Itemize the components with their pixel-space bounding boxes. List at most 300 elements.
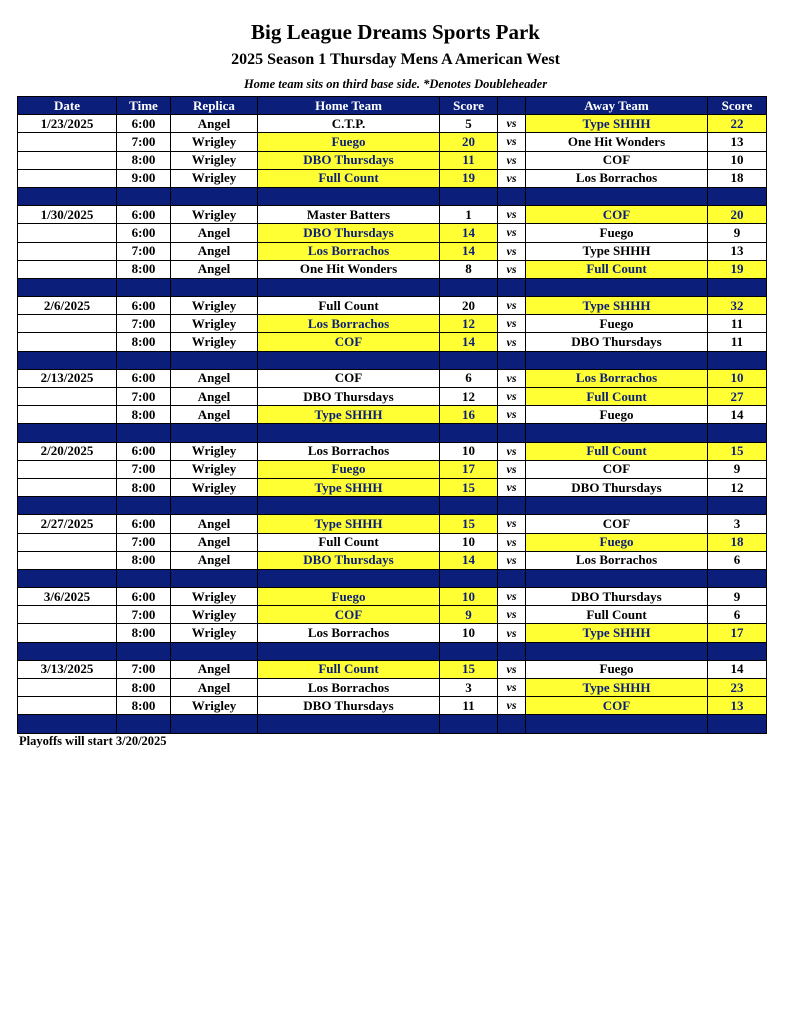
home-score: 10 [440,624,498,642]
separator-cell [708,715,767,733]
game-time: 9:00 [117,169,171,187]
away-score: 6 [708,551,767,569]
separator-cell [258,497,440,515]
game-row [18,551,767,569]
home-team: DBO Thursdays [258,697,440,715]
game-time: 8:00 [117,260,171,278]
home-team: COF [258,333,440,351]
game-row [18,260,767,278]
away-score: 15 [708,442,767,460]
game-field: Wrigley [171,151,258,169]
separator-cell [440,642,498,660]
separator-cell [18,497,117,515]
game-row [18,588,767,606]
home-score: 14 [440,333,498,351]
separator-cell [526,569,708,587]
separator-cell [708,569,767,587]
game-date [18,151,117,169]
game-field: Wrigley [171,624,258,642]
separator-cell [708,424,767,442]
schedule-subtitle: 2025 Season 1 Thursday Mens A American West [231,51,560,68]
game-row [18,660,767,678]
away-score: 13 [708,242,767,260]
separator-cell [526,424,708,442]
game-field: Angel [171,533,258,551]
vs-label: vs [498,624,526,642]
separator-cell [440,351,498,369]
separator-cell [498,424,526,442]
separator-cell [708,642,767,660]
home-team: Full Count [258,533,440,551]
week-separator [18,278,767,296]
separator-cell [526,715,708,733]
schedule-note: Home team sits on third base side. *Denotes Doubleheader [243,77,548,91]
game-field: Angel [171,551,258,569]
away-score: 32 [708,297,767,315]
separator-cell [18,187,117,205]
game-field: Wrigley [171,588,258,606]
away-score: 9 [708,588,767,606]
away-team: Los Borrachos [526,369,708,387]
separator-cell [117,351,171,369]
game-field: Angel [171,660,258,678]
week-separator [18,642,767,660]
game-date: 2/6/2025 [18,297,117,315]
away-score: 14 [708,660,767,678]
vs-label: vs [498,224,526,242]
home-team: Type SHHH [258,478,440,496]
vs-label: vs [498,660,526,678]
game-time: 6:00 [117,442,171,460]
game-date [18,551,117,569]
game-date [18,388,117,406]
game-row [18,151,767,169]
separator-cell [117,187,171,205]
vs-label: vs [498,369,526,387]
game-field: Angel [171,224,258,242]
vs-label: vs [498,533,526,551]
vs-label: vs [498,297,526,315]
away-team: Full Count [526,442,708,460]
schedule-table [17,96,767,734]
game-field: Wrigley [171,169,258,187]
col-vs [498,97,526,115]
home-team: Type SHHH [258,515,440,533]
game-date [18,315,117,333]
home-team: Type SHHH [258,406,440,424]
vs-label: vs [498,115,526,133]
game-date: 1/30/2025 [18,206,117,224]
away-team: Type SHHH [526,242,708,260]
away-score: 22 [708,115,767,133]
col-away-score: Score [708,97,767,115]
separator-cell [258,424,440,442]
game-date: 1/23/2025 [18,115,117,133]
game-time: 7:00 [117,460,171,478]
vs-label: vs [498,242,526,260]
vs-label: vs [498,151,526,169]
vs-label: vs [498,515,526,533]
game-time: 7:00 [117,388,171,406]
home-team: COF [258,606,440,624]
vs-label: vs [498,697,526,715]
game-time: 6:00 [117,115,171,133]
game-date [18,460,117,478]
separator-cell [526,497,708,515]
game-date: 3/6/2025 [18,588,117,606]
home-score: 19 [440,169,498,187]
header-row [18,97,767,115]
separator-cell [440,715,498,733]
separator-cell [171,715,258,733]
home-score: 20 [440,133,498,151]
col-time: Time [117,97,171,115]
away-team: Type SHHH [526,679,708,697]
game-field: Angel [171,388,258,406]
game-date [18,169,117,187]
game-field: Wrigley [171,606,258,624]
away-team: One Hit Wonders [526,133,708,151]
home-team: DBO Thursdays [258,551,440,569]
game-row [18,297,767,315]
week-separator [18,351,767,369]
away-team: Type SHHH [526,297,708,315]
separator-cell [498,351,526,369]
game-field: Wrigley [171,206,258,224]
col-replica: Replica [171,97,258,115]
game-date [18,697,117,715]
home-score: 5 [440,115,498,133]
game-row [18,242,767,260]
home-score: 11 [440,697,498,715]
game-row [18,460,767,478]
game-date [18,406,117,424]
separator-cell [171,278,258,296]
game-field: Wrigley [171,442,258,460]
away-team: Full Count [526,388,708,406]
home-score: 15 [440,515,498,533]
home-team: Los Borrachos [258,315,440,333]
game-row [18,624,767,642]
game-field: Angel [171,406,258,424]
home-team: Los Borrachos [258,242,440,260]
game-row [18,442,767,460]
separator-cell [498,497,526,515]
away-score: 9 [708,224,767,242]
game-field: Wrigley [171,315,258,333]
home-team: Full Count [258,297,440,315]
game-field: Angel [171,679,258,697]
home-score: 14 [440,551,498,569]
separator-cell [117,278,171,296]
game-date [18,606,117,624]
separator-cell [18,715,117,733]
game-field: Wrigley [171,333,258,351]
separator-cell [440,187,498,205]
separator-cell [498,187,526,205]
game-date [18,224,117,242]
away-score: 17 [708,624,767,642]
away-score: 10 [708,151,767,169]
game-field: Wrigley [171,297,258,315]
away-score: 12 [708,478,767,496]
away-team: Type SHHH [526,115,708,133]
away-team: Full Count [526,260,708,278]
away-score: 9 [708,460,767,478]
separator-cell [258,569,440,587]
game-date [18,260,117,278]
home-score: 6 [440,369,498,387]
home-team: DBO Thursdays [258,224,440,242]
vs-label: vs [498,442,526,460]
game-date [18,679,117,697]
away-team: COF [526,206,708,224]
away-score: 18 [708,169,767,187]
vs-label: vs [498,588,526,606]
separator-cell [117,569,171,587]
col-home-team: Home Team [258,97,440,115]
away-score: 27 [708,388,767,406]
away-team: COF [526,697,708,715]
away-team: Fuego [526,315,708,333]
vs-label: vs [498,169,526,187]
away-team: Fuego [526,660,708,678]
separator-cell [171,187,258,205]
game-time: 6:00 [117,588,171,606]
home-team: COF [258,369,440,387]
separator-cell [498,278,526,296]
vs-label: vs [498,606,526,624]
away-team: COF [526,515,708,533]
page-title: Big League Dreams Sports Park [251,20,540,44]
home-score: 10 [440,533,498,551]
away-score: 18 [708,533,767,551]
col-date: Date [18,97,117,115]
away-team: Full Count [526,606,708,624]
away-team: COF [526,151,708,169]
schedule-body [18,115,767,733]
game-time: 6:00 [117,369,171,387]
separator-cell [117,497,171,515]
vs-label: vs [498,460,526,478]
away-score: 23 [708,679,767,697]
game-time: 7:00 [117,133,171,151]
separator-cell [258,351,440,369]
game-field: Wrigley [171,697,258,715]
game-time: 6:00 [117,297,171,315]
game-row [18,333,767,351]
home-score: 14 [440,224,498,242]
col-away-team: Away Team [526,97,708,115]
game-time: 8:00 [117,624,171,642]
away-team: Type SHHH [526,624,708,642]
game-time: 6:00 [117,224,171,242]
away-score: 13 [708,697,767,715]
game-row [18,606,767,624]
game-field: Angel [171,260,258,278]
home-team: Full Count [258,660,440,678]
away-score: 19 [708,260,767,278]
away-team: DBO Thursdays [526,588,708,606]
away-score: 20 [708,206,767,224]
separator-cell [18,424,117,442]
game-field: Wrigley [171,478,258,496]
vs-label: vs [498,133,526,151]
game-date [18,533,117,551]
game-time: 8:00 [117,679,171,697]
home-team: Full Count [258,169,440,187]
game-time: 8:00 [117,151,171,169]
home-score: 10 [440,588,498,606]
game-time: 7:00 [117,606,171,624]
separator-cell [498,569,526,587]
vs-label: vs [498,388,526,406]
away-team: DBO Thursdays [526,478,708,496]
home-team: DBO Thursdays [258,151,440,169]
home-team: One Hit Wonders [258,260,440,278]
separator-cell [708,278,767,296]
separator-cell [526,642,708,660]
away-score: 11 [708,315,767,333]
schedule-header [18,97,767,115]
game-row [18,515,767,533]
separator-cell [117,642,171,660]
home-score: 20 [440,297,498,315]
home-team: Fuego [258,133,440,151]
week-separator [18,187,767,205]
vs-label: vs [498,333,526,351]
home-score: 9 [440,606,498,624]
game-date [18,333,117,351]
game-time: 8:00 [117,551,171,569]
week-separator [18,424,767,442]
game-field: Angel [171,242,258,260]
separator-cell [708,351,767,369]
home-team: C.T.P. [258,115,440,133]
home-team: Fuego [258,588,440,606]
game-field: Angel [171,115,258,133]
game-date [18,624,117,642]
week-separator [18,497,767,515]
game-time: 8:00 [117,478,171,496]
week-separator [18,715,767,733]
playoffs-note: Playoffs will start 3/20/2025 [19,734,167,748]
separator-cell [117,424,171,442]
separator-cell [117,715,171,733]
game-date [18,242,117,260]
separator-cell [440,569,498,587]
game-time: 7:00 [117,660,171,678]
game-time: 8:00 [117,697,171,715]
game-row [18,369,767,387]
separator-cell [18,351,117,369]
game-field: Wrigley [171,133,258,151]
col-home-score: Score [440,97,498,115]
separator-cell [440,278,498,296]
week-separator [18,569,767,587]
vs-label: vs [498,406,526,424]
separator-cell [526,187,708,205]
game-row [18,315,767,333]
vs-label: vs [498,315,526,333]
game-row [18,224,767,242]
game-date: 3/13/2025 [18,660,117,678]
game-time: 7:00 [117,315,171,333]
home-score: 10 [440,442,498,460]
separator-cell [171,351,258,369]
separator-cell [171,497,258,515]
game-time: 8:00 [117,406,171,424]
home-score: 8 [440,260,498,278]
home-score: 1 [440,206,498,224]
away-team: Fuego [526,533,708,551]
home-score: 14 [440,242,498,260]
separator-cell [258,642,440,660]
separator-cell [526,278,708,296]
home-score: 3 [440,679,498,697]
game-date: 2/27/2025 [18,515,117,533]
vs-label: vs [498,679,526,697]
away-team: Fuego [526,224,708,242]
separator-cell [708,187,767,205]
home-team: Los Borrachos [258,442,440,460]
separator-cell [440,497,498,515]
game-date: 2/13/2025 [18,369,117,387]
away-score: 3 [708,515,767,533]
game-field: Wrigley [171,460,258,478]
away-team: COF [526,460,708,478]
game-row [18,169,767,187]
game-row [18,679,767,697]
separator-cell [258,715,440,733]
game-row [18,478,767,496]
separator-cell [708,497,767,515]
game-row [18,533,767,551]
game-field: Angel [171,515,258,533]
separator-cell [258,278,440,296]
game-time: 7:00 [117,242,171,260]
away-score: 10 [708,369,767,387]
home-score: 17 [440,460,498,478]
separator-cell [498,715,526,733]
separator-cell [171,642,258,660]
vs-label: vs [498,206,526,224]
home-score: 15 [440,660,498,678]
game-time: 6:00 [117,206,171,224]
away-team: Fuego [526,406,708,424]
away-score: 6 [708,606,767,624]
separator-cell [171,424,258,442]
game-time: 6:00 [117,515,171,533]
separator-cell [526,351,708,369]
game-row [18,206,767,224]
separator-cell [498,642,526,660]
game-date [18,478,117,496]
away-team: Los Borrachos [526,551,708,569]
game-date: 2/20/2025 [18,442,117,460]
away-score: 11 [708,333,767,351]
game-field: Angel [171,369,258,387]
home-team: DBO Thursdays [258,388,440,406]
game-row [18,133,767,151]
separator-cell [258,187,440,205]
separator-cell [18,569,117,587]
game-row [18,406,767,424]
home-team: Master Batters [258,206,440,224]
home-score: 12 [440,388,498,406]
vs-label: vs [498,260,526,278]
game-row [18,115,767,133]
